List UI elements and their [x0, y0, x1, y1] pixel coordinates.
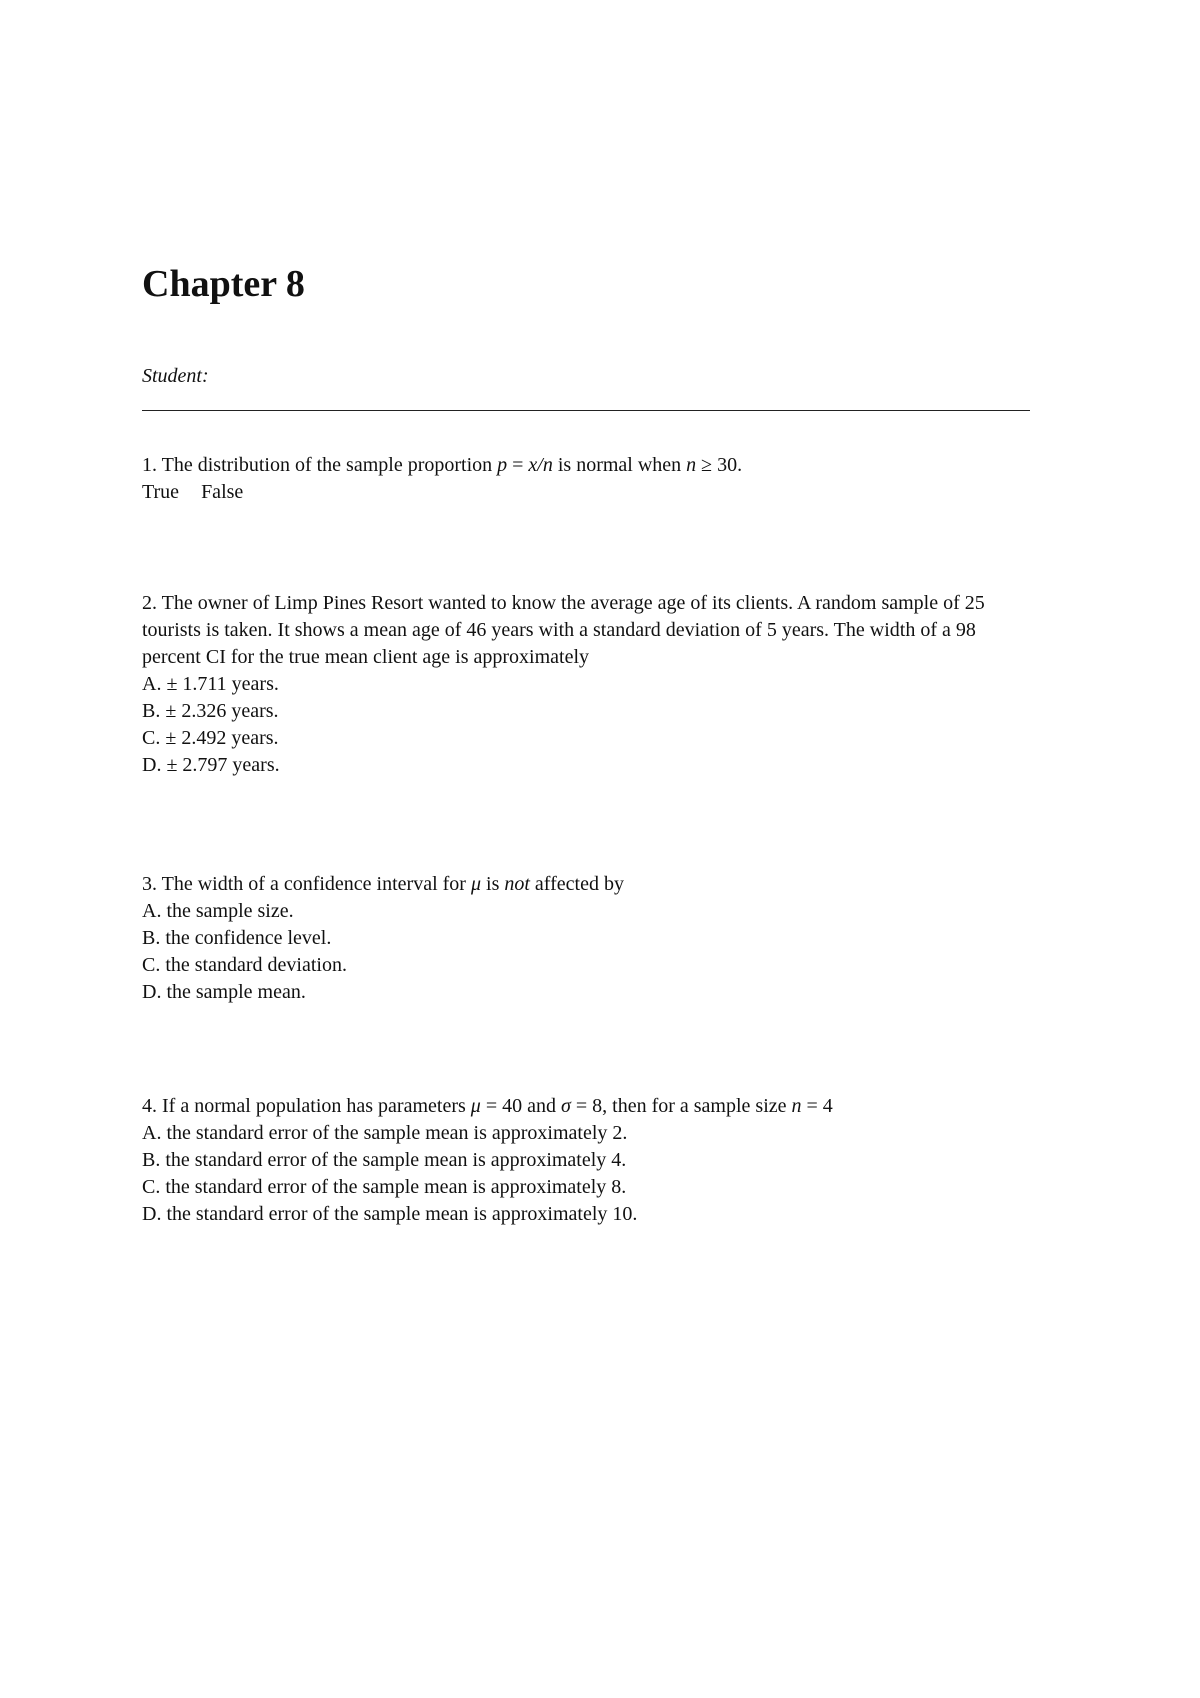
question-1-text-4: ≥ 30.	[696, 454, 743, 476]
question-3-text-2: is	[481, 873, 505, 895]
question-3-var-mu: μ	[470, 873, 482, 895]
question-4-var-mu: μ	[470, 1095, 481, 1117]
question-4-text-1: If a normal population has parameters	[162, 1095, 471, 1117]
option-b[interactable]: B. the confidence level.	[142, 927, 332, 949]
option-false[interactable]: False	[201, 481, 244, 503]
question-4-var-n: n	[791, 1095, 802, 1117]
question-number: 2.	[142, 592, 157, 614]
question-4-text-2: = 40 and	[480, 1095, 561, 1117]
question-1-text-3: is normal when	[552, 454, 687, 476]
option-a[interactable]: A. ± 1.711 years.	[142, 673, 279, 695]
question-3-emphasis-not: not	[504, 873, 530, 895]
question-1-var-xn: x/n	[528, 454, 553, 476]
question-2	[142, 590, 1042, 779]
question-3	[142, 871, 1042, 1006]
option-c[interactable]: C. ± 2.492 years.	[142, 727, 279, 749]
true-false-options	[142, 479, 1042, 506]
question-4-stem	[142, 1093, 1042, 1120]
question-2-text: The owner of Limp Pines Resort wanted to know the average age of its clients. A random sample of 25 tourists is taken. It shows a mean age of 46 years with a standard deviation of 5 years. The width of a 98 percent CI for the true mean client age is approximately	[142, 592, 985, 668]
question-4-var-sigma: σ	[560, 1095, 571, 1117]
question-4-text-3: = 8, then for a sample size	[570, 1095, 792, 1117]
student-name-line	[142, 410, 1030, 411]
option-b[interactable]: B. the standard error of the sample mean is approximately 4.	[142, 1149, 627, 1171]
option-d[interactable]: D. the sample mean.	[142, 981, 306, 1003]
question-1-var-p: p	[497, 454, 508, 476]
option-c[interactable]: C. the standard deviation.	[142, 954, 347, 976]
question-number: 1.	[142, 454, 157, 476]
question-4-text-4: = 4	[801, 1095, 833, 1117]
option-a[interactable]: A. the sample size.	[142, 900, 294, 922]
question-number: 3.	[142, 873, 157, 895]
option-true[interactable]: True	[142, 481, 180, 503]
option-b[interactable]: B. ± 2.326 years.	[142, 700, 279, 722]
chapter-title: Chapter 8	[142, 263, 305, 305]
question-3-text-1: The width of a confidence interval for	[161, 873, 471, 895]
question-number: 4.	[142, 1095, 157, 1117]
question-2-stem	[142, 590, 1027, 671]
option-d[interactable]: D. the standard error of the sample mean is approximately 10.	[142, 1203, 638, 1225]
question-3-stem	[142, 871, 1042, 898]
option-a[interactable]: A. the standard error of the sample mean is approximately 2.	[142, 1122, 628, 1144]
student-label: Student:	[142, 365, 209, 387]
option-c[interactable]: C. the standard error of the sample mean is approximately 8.	[142, 1176, 627, 1198]
question-1	[142, 452, 1042, 506]
question-1-var-n: n	[686, 454, 697, 476]
question-1-text-2: =	[507, 454, 529, 476]
question-4	[142, 1093, 1042, 1228]
option-d[interactable]: D. ± 2.797 years.	[142, 754, 280, 776]
question-1-stem	[142, 452, 1042, 479]
question-1-text-1: The distribution of the sample proportion	[161, 454, 498, 476]
question-3-text-3: affected by	[529, 873, 624, 895]
